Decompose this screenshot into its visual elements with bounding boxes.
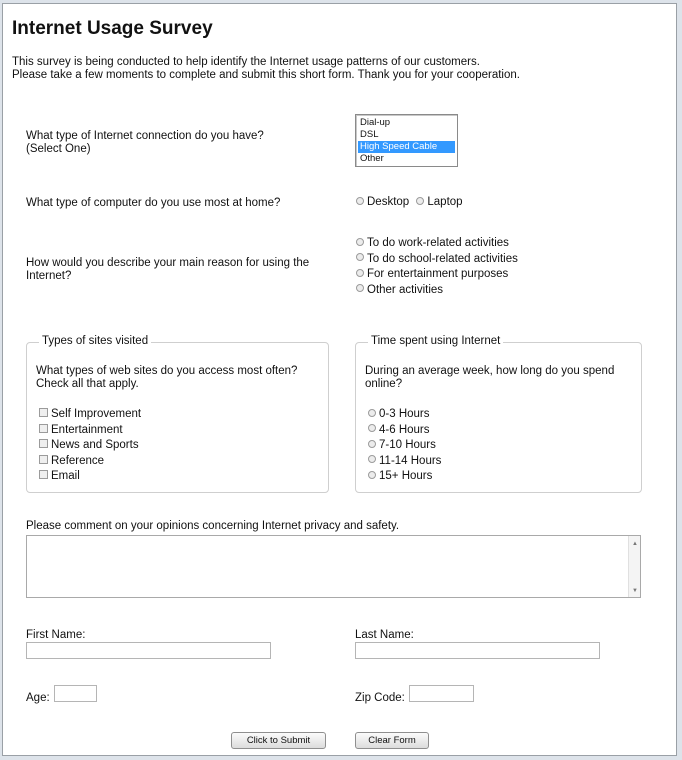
radio-other-label: Other activities xyxy=(367,283,444,296)
checkbox-icon xyxy=(39,455,48,464)
checkbox-entertainment-label: Entertainment xyxy=(51,423,123,436)
radio-icon xyxy=(356,284,364,292)
sites-line-2: Check all that apply. xyxy=(36,378,139,390)
time-fieldset xyxy=(355,335,642,493)
q1-line-1: What type of Internet connection do you have? xyxy=(26,130,264,142)
checkbox-email[interactable] xyxy=(39,469,141,485)
checkbox-email-label: Email xyxy=(51,470,80,482)
time-legend: Time spent using Internet xyxy=(368,335,503,347)
intro-line-1: This survey is being conducted to help identify the Internet usage patterns of our customers. xyxy=(12,56,480,68)
survey-page xyxy=(2,3,677,756)
time-line-1: During an average week, how long do you spend xyxy=(365,365,615,377)
radio-icon xyxy=(356,269,364,277)
radio-entertainment-label: For entertainment purposes xyxy=(367,268,509,280)
age-label: Age: xyxy=(26,692,50,704)
radio-school[interactable] xyxy=(356,252,518,268)
radio-icon xyxy=(368,409,376,417)
q3-line-1: How would you describe your main reason for using the xyxy=(26,257,310,269)
connection-type-listbox[interactable] xyxy=(355,114,458,167)
radio-15-plus-hours-label: 15+ Hours xyxy=(379,470,433,482)
first-name-input[interactable] xyxy=(26,642,271,659)
checkbox-entertainment[interactable] xyxy=(39,423,141,439)
checkbox-news-sports-label: News and Sports xyxy=(51,439,139,451)
sites-checkboxes xyxy=(39,407,141,485)
sites-legend: Types of sites visited xyxy=(39,335,151,347)
intro-line-2: Please take a few moments to complete and submit this short form. Thank you for your cooperation. xyxy=(12,69,520,81)
scroll-down-icon[interactable]: ▼ xyxy=(632,588,638,594)
intro-text xyxy=(12,56,520,82)
checkbox-reference-label: Reference xyxy=(51,454,105,467)
radio-icon xyxy=(368,455,376,463)
listbox-option-other[interactable]: Other xyxy=(360,153,384,164)
sites-line-1: What types of web sites do you access most often? xyxy=(36,365,298,377)
radio-laptop-label: Laptop xyxy=(427,196,463,208)
radio-icon xyxy=(368,424,376,432)
radio-4-6-hours-label: 4-6 Hours xyxy=(379,423,430,436)
time-question xyxy=(365,365,614,391)
clear-form-button[interactable]: Clear Form xyxy=(355,732,429,749)
radio-icon xyxy=(368,440,376,448)
zip-input[interactable] xyxy=(409,685,474,702)
radio-laptop[interactable] xyxy=(416,196,462,208)
first-name-label: First Name: xyxy=(26,629,86,641)
radio-4-6-hours[interactable] xyxy=(368,423,441,439)
zip-label: Zip Code: xyxy=(355,692,405,704)
page-title: Internet Usage Survey xyxy=(12,18,213,39)
last-name-input[interactable] xyxy=(355,642,600,659)
checkbox-reference[interactable] xyxy=(39,454,141,470)
radio-icon xyxy=(368,471,376,479)
radio-icon xyxy=(416,197,424,205)
listbox-option-dsl[interactable]: DSL xyxy=(360,129,379,140)
radio-11-14-hours[interactable] xyxy=(368,454,441,470)
radio-7-10-hours-label: 7-10 Hours xyxy=(379,439,436,451)
listbox-option-cable[interactable]: High Speed Cable xyxy=(358,141,455,153)
radio-other[interactable] xyxy=(356,283,518,299)
radio-work-label: To do work-related activities xyxy=(367,237,509,249)
checkbox-self-improvement[interactable] xyxy=(39,407,141,423)
radio-school-label: To do school-related activities xyxy=(367,252,518,265)
sites-question xyxy=(36,365,297,391)
q3-label xyxy=(26,257,309,283)
checkbox-icon xyxy=(39,470,48,479)
radio-work[interactable] xyxy=(356,236,518,252)
q3-line-2: Internet? xyxy=(26,270,72,282)
time-line-2: online? xyxy=(365,378,403,390)
listbox-option-dialup[interactable]: Dial-up xyxy=(360,117,391,128)
scroll-up-icon[interactable]: ▲ xyxy=(632,541,638,547)
radio-icon xyxy=(356,197,364,205)
radio-desktop[interactable] xyxy=(356,196,409,208)
computer-type-options xyxy=(356,195,463,211)
radio-0-3-hours-label: 0-3 Hours xyxy=(379,408,430,420)
radio-7-10-hours[interactable] xyxy=(368,438,441,454)
age-input[interactable] xyxy=(54,685,97,702)
radio-icon xyxy=(356,238,364,246)
comments-label: Please comment on your opinions concerning Internet privacy and safety. xyxy=(26,520,400,532)
radio-icon xyxy=(356,253,364,261)
q1-label xyxy=(26,130,264,156)
time-radios xyxy=(368,407,441,485)
textarea-scrollbar[interactable] xyxy=(628,536,640,597)
checkbox-icon xyxy=(39,408,48,417)
submit-button[interactable]: Click to Submit xyxy=(231,732,326,749)
q2-label: What type of computer do you use most at home? xyxy=(26,197,281,209)
q1-line-2: (Select One) xyxy=(26,143,91,155)
radio-11-14-hours-label: 11-14 Hours xyxy=(379,454,442,467)
checkbox-icon xyxy=(39,424,48,433)
checkbox-news-sports[interactable] xyxy=(39,438,141,454)
checkbox-self-improvement-label: Self Improvement xyxy=(51,408,142,420)
radio-0-3-hours[interactable] xyxy=(368,407,441,423)
comments-textarea[interactable] xyxy=(26,535,641,598)
reason-options xyxy=(356,236,518,298)
radio-desktop-label: Desktop xyxy=(367,196,410,208)
sites-fieldset xyxy=(26,335,329,493)
checkbox-icon xyxy=(39,439,48,448)
last-name-label: Last Name: xyxy=(355,629,414,641)
radio-15-plus-hours[interactable] xyxy=(368,469,441,485)
radio-entertainment[interactable] xyxy=(356,267,518,283)
